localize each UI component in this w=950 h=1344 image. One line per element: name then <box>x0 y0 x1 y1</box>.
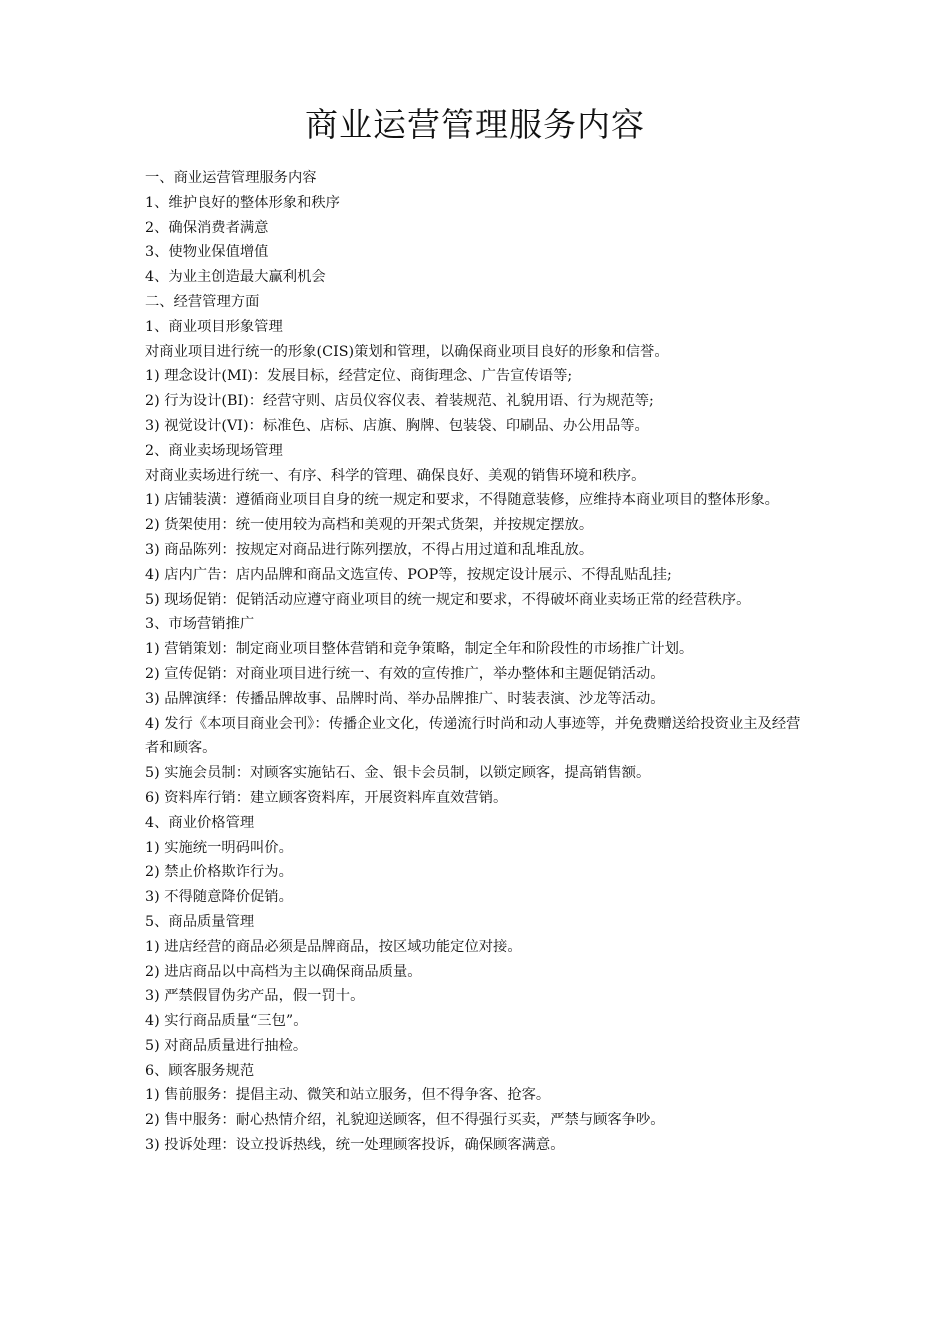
document-line: 2、商业卖场现场管理 <box>145 442 283 459</box>
document-line: 4) 实行商品质量“三包”。 <box>145 1013 308 1030</box>
document-line: 4、商业价格管理 <box>145 814 255 831</box>
document-line: 1、维护良好的整体形象和秩序 <box>145 194 340 211</box>
document-line: 3) 品牌演绎：传播品牌故事、品牌时尚、举办品牌推广、时装表演、沙龙等活动。 <box>145 690 665 707</box>
document-line: 1) 店铺装潢：遵循商业项目自身的统一规定和要求，不得随意装修，应维持本商业项目的整体形象。 <box>145 492 779 509</box>
document-line: 4) 店内广告：店内品牌和商品文选宣传、POP等，按规定设计展示、不得乱贴乱挂; <box>145 566 672 583</box>
document-line: 一、商业运营管理服务内容 <box>145 170 317 186</box>
document-title: 商业运营管理服务内容 <box>305 105 645 144</box>
document-line: 1) 进店经营的商品必须是品牌商品，按区域功能定位对接。 <box>145 938 522 955</box>
document-line: 4、为业主创造最大赢利机会 <box>145 269 326 286</box>
document-line: 2、确保消费者满意 <box>145 219 269 236</box>
document-line: 5、商品质量管理 <box>145 913 255 930</box>
document-line: 2) 宣传促销：对商业项目进行统一、有效的宣传推广，举办整体和主题促销活动。 <box>145 665 665 682</box>
document-line: 5) 对商品质量进行抽检。 <box>145 1037 308 1054</box>
document-line: 5) 现场促销：促销活动应遵守商业项目的统一规定和要求，不得破坏商业卖场正常的经营秩序。 <box>145 591 751 608</box>
document-line: 2) 进店商品以中高档为主以确保商品质量。 <box>145 963 422 980</box>
document-line: 3) 不得随意降价促销。 <box>145 889 293 906</box>
document-line: 1、商业项目形象管理 <box>145 318 283 335</box>
document-line: 1) 营销策划：制定商业项目整体营销和竞争策略，制定全年和阶段性的市场推广计划。 <box>145 641 694 658</box>
document-line: 3) 投诉处理：设立投诉热线，统一处理顾客投诉，确保顾客满意。 <box>145 1137 565 1154</box>
document-line: 二、经营管理方面 <box>145 293 260 310</box>
document-line: 3、使物业保值增值 <box>145 244 269 261</box>
document-line: 3) 商品陈列：按规定对商品进行陈列摆放，不得占用过道和乱堆乱放。 <box>145 541 594 558</box>
document-line: 2) 售中服务：耐心热情介绍，礼貌迎送顾客，但不得强行买卖，严禁与顾客争吵。 <box>145 1112 665 1129</box>
document-line: 1) 售前服务：提倡主动、微笑和站立服务，但不得争客、抢客。 <box>145 1087 551 1104</box>
document-line: 对商业项目进行统一的形象(CIS)策划和管理，以确保商业项目良好的形象和信誉。 <box>145 343 669 360</box>
document-line: 2) 行为设计(BI)：经营守则、店员仪容仪表、着装规范、礼貌用语、行为规范等; <box>145 393 654 410</box>
document-line: 3、市场营销推广 <box>145 616 255 633</box>
document-body <box>145 166 813 1158</box>
document-line: 对商业卖场进行统一、有序、科学的管理、确保良好、美观的销售环境和秩序。 <box>145 467 646 484</box>
document-line: 6、顾客服务规范 <box>145 1062 255 1079</box>
document-line: 2) 货架使用：统一使用较为高档和美观的开架式货架，并按规定摆放。 <box>145 517 594 534</box>
document-line: 2) 禁止价格欺诈行为。 <box>145 864 293 881</box>
document-line: 3) 视觉设计(VI)：标准色、店标、店旗、胸牌、包装袋、印刷品、办公用品等。 <box>145 417 649 434</box>
document-line: 1) 理念设计(MI)：发展目标，经营定位、商街理念、广告宣传语等; <box>145 368 573 385</box>
document-line: 3) 严禁假冒伪劣产品，假一罚十。 <box>145 988 365 1005</box>
document-line: 4) 发行《本项目商业会刊》：传播企业文化，传递流行时尚和动人事迹等，并免费赠送给投资业主及经营者和顾客。 <box>145 715 801 757</box>
document-line: 5) 实施会员制：对顾客实施钻石、金、银卡会员制，以锁定顾客，提高销售额。 <box>145 765 651 782</box>
document-line: 6) 资料库行销：建立顾客资料库，开展资料库直效营销。 <box>145 789 508 806</box>
document-line: 1) 实施统一明码叫价。 <box>145 839 293 856</box>
